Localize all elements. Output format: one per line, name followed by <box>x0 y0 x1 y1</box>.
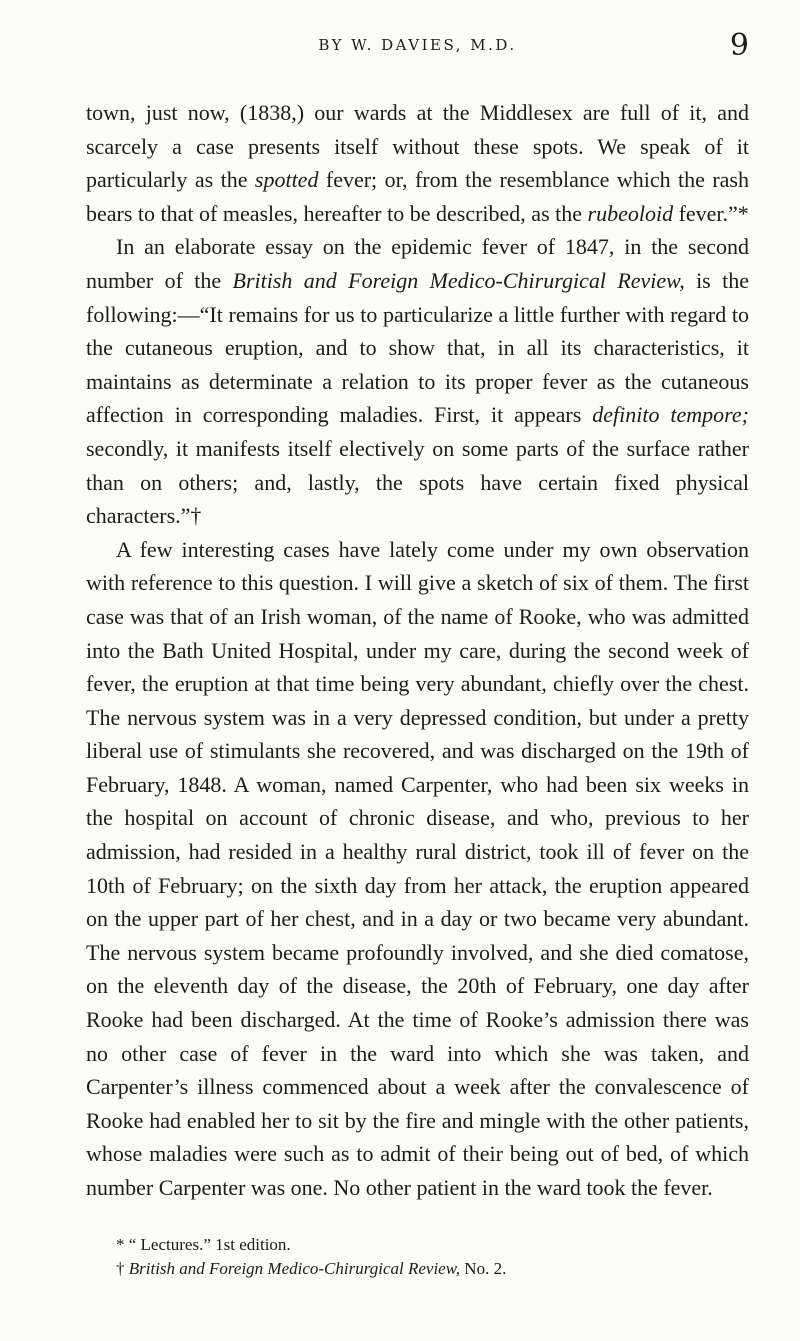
text-run: is the following:—“It remains for us to particularize a little further with regard to the cutaneous eruption, and to show that, in all its characteristics, it maintains as determinate a relation to its proper fever as the cutaneous affection in corresponding maladies. First, it appears <box>86 267 749 428</box>
text-run: fever; or, from the resemblance which the rash bears to that of measles, hereafter to be described, as the <box>86 167 749 226</box>
page-number: 9 <box>729 28 749 63</box>
footnote-2 <box>116 1257 749 1281</box>
text-run: secondly, it manifests itself electively on some parts of the surface rather than on others; and, lastly, the spots have certain fixed physical characters.”† <box>86 435 749 529</box>
paragraph-1 <box>86 96 749 230</box>
text-run: In an elaborate essay on the epidemic fever of 1847, in the second number of the <box>86 234 749 293</box>
page-header <box>86 28 749 64</box>
italic-term: definito tempore; <box>592 402 749 428</box>
italic-journal-title: British and Foreign Medico-Chirurgical Review, <box>128 1259 461 1278</box>
running-head: BY W. DAVIES, M.D. <box>318 36 517 54</box>
footnotes <box>116 1233 749 1281</box>
text-run: fever.”* <box>673 200 749 226</box>
footnote-mark: † <box>116 1259 125 1278</box>
footnote-1: * “ Lectures.” 1st edition. <box>116 1235 291 1254</box>
paragraph-3: A few interesting cases have lately come under my own observation with reference to this question. I will give a sketch of six of them. The first case was that of an Irish woman, of the name of Rooke, who was admitted into the Bath United Hospital, under my care, during the second week of fever, the eruption at that time being very abundant, chiefly over the chest. The nervous system was in a very depressed condition, but under a pretty liberal use of stimulants she recovered, and was discharged on the 19th of February, 1848. A woman, named Carpenter, who had been six weeks in the hospital on account of chronic disease, and who, previous to her admission, had resided in a healthy rural district, took ill of fever on the 10th of February; on the sixth day from her attack, the eruption appeared on the upper part of her chest, and in a day or two became very abundant. The nervous system became profoundly involved, and she died comatose, on the eleventh day of the disease, the 20th of February, one day after Rooke had been discharged. At the time of Rooke’s admission there was no other case of fever in the ward into which she was taken, and Carpenter’s illness commenced about a week after the convalescence of Rooke had enabled her to sit by the fire and mingle with the other patients, whose maladies were such as to admit of their being out of bed, of which number Carpenter was one. No other patient in the ward took the fever. <box>86 536 749 1200</box>
text-run: No. 2. <box>460 1259 507 1278</box>
italic-term: rubeoloid <box>587 200 674 226</box>
paragraph-2 <box>86 230 749 532</box>
italic-term: spotted <box>254 167 319 193</box>
body-text <box>86 96 749 1205</box>
italic-journal-title: British and Foreign Medico-Chirurgical Review, <box>232 267 685 293</box>
text-run: town, just now, (1838,) our wards at the Middlesex are full of it, and scarcely a case presents itself without these spots. We speak of it particularly as the <box>86 100 749 193</box>
